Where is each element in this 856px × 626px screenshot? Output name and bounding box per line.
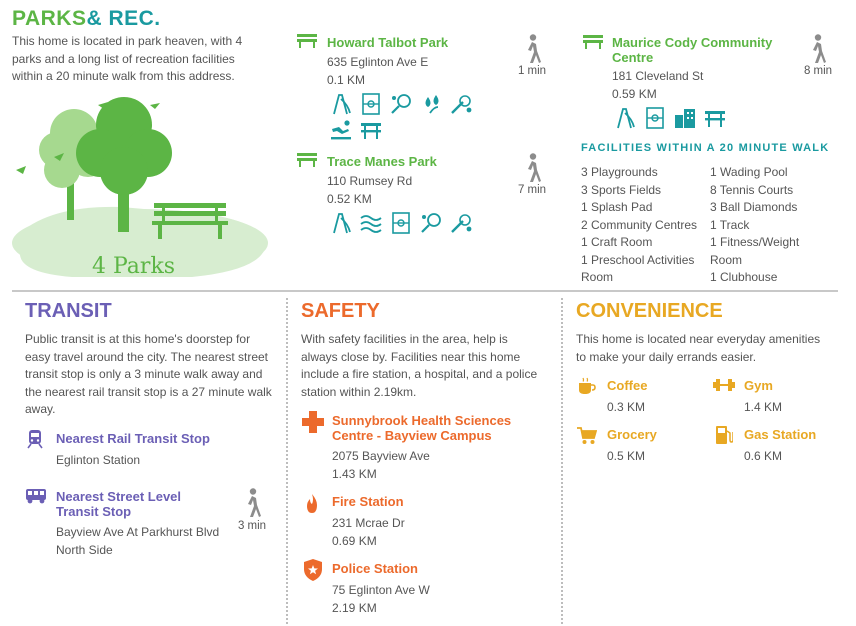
- hospital-cross-icon: [302, 411, 324, 433]
- walking-icon: [243, 488, 261, 518]
- fire-station-address: 231 Mcrae Dr: [332, 516, 405, 530]
- bench-icon: [297, 34, 317, 48]
- safety-intro: With safety facilities in the area, help is always close by. Facilities near this home include a fire station, a hospital, and a police station within 2.19km.: [301, 332, 538, 399]
- gym-distance: 1.4 KM: [744, 400, 783, 414]
- tennis-icon: [390, 93, 412, 115]
- facility-item: 3 Sports Fields: [581, 182, 662, 197]
- hospital-name-line: Centre - Bayview Campus: [332, 427, 492, 443]
- tennis-icon: [420, 212, 442, 234]
- parks-count: 4 Parks: [92, 254, 176, 279]
- grocery-label[interactable]: Grocery: [607, 427, 657, 442]
- wading-pool-icon: [360, 212, 382, 234]
- hospital-name-line: Sunnybrook Health Sciences: [332, 413, 512, 428]
- playground-icon: [330, 212, 352, 234]
- facility-item: 8 Tennis Courts: [710, 182, 794, 197]
- hospital-distance: 1.43 KM: [332, 467, 377, 481]
- gas-pump-icon: [715, 425, 733, 445]
- parks-title-main: PARKS: [12, 7, 87, 30]
- parks-title: [12, 7, 161, 31]
- hospital-name[interactable]: [332, 414, 511, 443]
- facilities-left-list: [581, 164, 697, 287]
- transit-title: TRANSIT: [25, 300, 112, 322]
- park-name[interactable]: Trace Manes Park: [327, 154, 437, 169]
- picnic-table-icon: [704, 107, 726, 129]
- sports-field-icon: [360, 93, 382, 115]
- street-stop-name-line: Bayview Ave At Parkhurst Blvd: [56, 525, 220, 539]
- facility-item: 1 Fitness/Weight: [710, 235, 800, 249]
- park-address: 181 Cleveland St: [612, 69, 704, 83]
- sports-field-icon: [644, 107, 666, 129]
- splash-pad-icon: [420, 93, 442, 115]
- section-divider: [12, 290, 838, 292]
- street-stop-title-line: Transit Stop: [56, 503, 132, 519]
- gym-label[interactable]: Gym: [744, 378, 773, 393]
- walking-icon: [808, 34, 826, 64]
- facility-item: Room: [710, 252, 743, 267]
- hospital-address: 2075 Bayview Ave: [332, 449, 430, 463]
- park-amenities: [614, 107, 726, 129]
- park-name[interactable]: Howard Talbot Park: [327, 35, 449, 50]
- walk-time: 7 min: [517, 184, 547, 196]
- walking-icon: [523, 153, 541, 183]
- fitness-icon: [330, 119, 352, 141]
- convenience-title: CONVENIENCE: [576, 300, 723, 322]
- bench-icon: [297, 153, 317, 167]
- sports-field-icon: [390, 212, 412, 234]
- police-station-name[interactable]: Police Station: [332, 561, 418, 576]
- bench-icon: [583, 35, 603, 49]
- facility-item: 1 Clubhouse: [710, 270, 778, 284]
- community-centre-icon: [674, 107, 696, 129]
- walk-time: 1 min: [517, 65, 547, 77]
- facility-item: 1 Preschool Activities: [581, 252, 695, 267]
- coffee-label[interactable]: Coffee: [607, 378, 648, 393]
- facility-item: 2 Community Centres: [581, 217, 698, 232]
- convenience-intro: This home is located near everyday amenities to make your daily errands easier.: [576, 332, 821, 364]
- fire-station-name[interactable]: Fire Station: [332, 494, 404, 509]
- street-stop-name: [56, 523, 219, 559]
- police-station-address: 75 Eglinton Ave W: [332, 583, 430, 597]
- fire-icon: [305, 494, 319, 514]
- facilities-title: FACILITIES WITHIN A 20 MINUTE WALK: [581, 142, 830, 154]
- column-divider: [286, 298, 288, 624]
- walk-time: 3 min: [237, 520, 267, 532]
- bus-icon: [25, 488, 47, 504]
- fire-station-distance: 0.69 KM: [332, 534, 377, 548]
- coffee-distance: 0.3 KM: [607, 400, 646, 414]
- transit-intro: Public transit is at this home's doorstep for easy travel around the city. The nearest street transit stop is only a 3 minute walk away and the nearest rail transit stop is a 27 minute walk away.: [25, 332, 272, 416]
- parks-title-rest: & REC.: [86, 7, 161, 30]
- police-shield-icon: [304, 559, 322, 581]
- train-icon: [27, 429, 43, 449]
- safety-title: SAFETY: [301, 300, 380, 322]
- park-distance: 0.59 KM: [612, 87, 657, 101]
- facility-item: 1 Wading Pool: [710, 165, 788, 179]
- walking-icon: [523, 34, 541, 64]
- ball-diamond-icon: [450, 93, 472, 115]
- park-address: 110 Rumsey Rd: [327, 174, 413, 188]
- street-stop-name-line: North Side: [56, 543, 113, 557]
- park-amenities: [330, 212, 472, 234]
- park-name[interactable]: Maurice Cody Community Centre: [612, 35, 773, 65]
- facility-item: Room: [581, 270, 614, 284]
- facility-item: 1 Craft Room: [581, 235, 653, 249]
- facilities-right-list: [710, 164, 799, 287]
- rail-stop-name: Eglinton Station: [56, 453, 141, 467]
- park-amenities: [330, 93, 480, 141]
- walk-time: 8 min: [803, 65, 833, 77]
- rail-stop-title[interactable]: Nearest Rail Transit Stop: [56, 431, 210, 446]
- ball-diamond-icon: [450, 212, 472, 234]
- park-address: 635 Eglinton Ave E: [327, 55, 429, 69]
- grocery-cart-icon: [577, 427, 597, 445]
- grocery-distance: 0.5 KM: [607, 449, 646, 463]
- picnic-table-icon: [360, 119, 382, 141]
- park-distance: 0.1 KM: [327, 73, 366, 87]
- facility-item: 1 Track: [710, 217, 750, 232]
- street-stop-title[interactable]: [56, 490, 181, 519]
- street-stop-title-line: Nearest Street Level: [56, 489, 182, 504]
- park-distance: 0.52 KM: [327, 192, 372, 206]
- facility-item: 3 Playgrounds: [581, 165, 658, 179]
- gas-station-distance: 0.6 KM: [744, 449, 783, 463]
- playground-icon: [614, 107, 636, 129]
- facility-item: 1 Splash Pad: [581, 200, 653, 214]
- column-divider: [561, 298, 563, 624]
- facility-item: 3 Ball Diamonds: [710, 200, 798, 214]
- police-station-distance: 2.19 KM: [332, 601, 377, 615]
- playground-icon: [330, 93, 352, 115]
- dumbbell-icon: [713, 378, 735, 392]
- gas-station-label[interactable]: Gas Station: [744, 427, 817, 442]
- parks-intro: This home is located in park heaven, with 4 parks and a long list of recreation facilities within a 20 minute walk from this address.: [12, 34, 243, 83]
- coffee-icon: [578, 377, 596, 395]
